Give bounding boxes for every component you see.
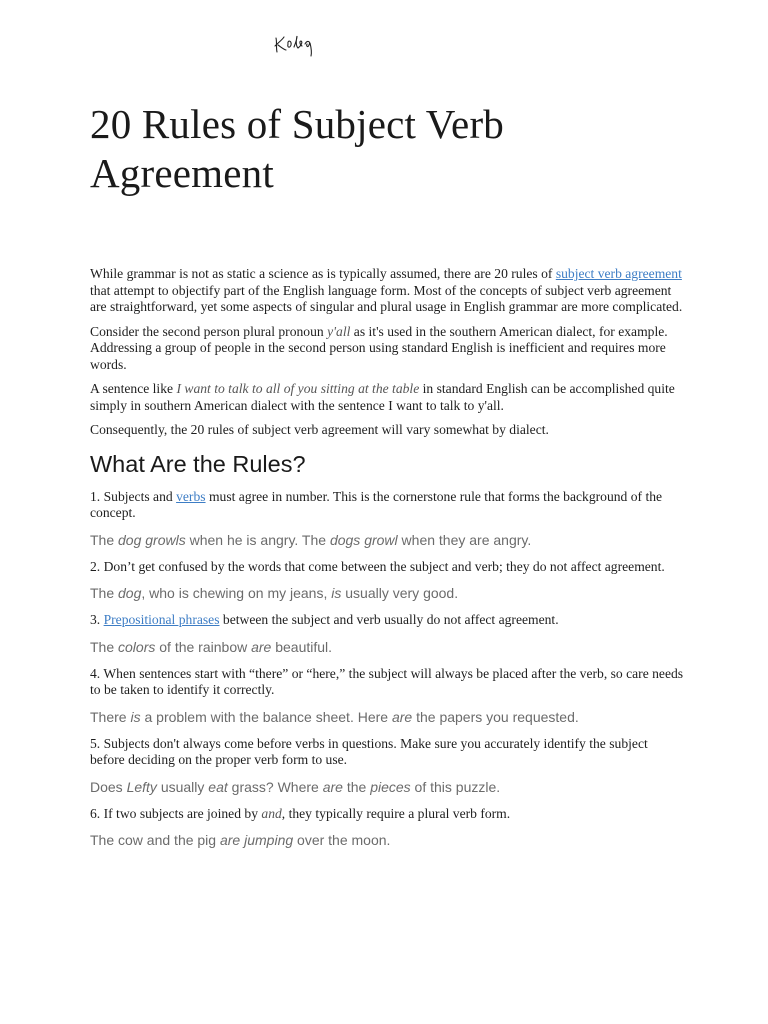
- text-run: The: [90, 585, 119, 601]
- text-run: over the moon.: [293, 832, 391, 848]
- text-run: Consider the second person plural pronoun: [90, 323, 328, 339]
- text-run: when they are angry.: [397, 531, 532, 548]
- text-run: 6. If two subjects are joined by: [90, 805, 262, 821]
- text-run: The: [90, 638, 119, 655]
- text-run: usually: [156, 778, 209, 795]
- emphasis: is: [331, 585, 342, 601]
- emphasis: are jumping: [219, 832, 294, 848]
- signature-mark: [270, 28, 328, 58]
- rule-3: [90, 612, 684, 629]
- text-run: The: [90, 531, 119, 548]
- text-run: the papers you requested.: [412, 708, 579, 725]
- text-run: a problem with the balance sheet. Here: [140, 708, 392, 725]
- emphasis: eat: [208, 778, 228, 795]
- text-run: in standard English can be accomplished quite simply in southern American dialect with the sentence I want to talk to y'all.: [90, 381, 675, 413]
- italic-term: and: [261, 805, 282, 821]
- rule-1: [90, 489, 684, 522]
- text-run: , they typically require a plural verb form.: [281, 805, 511, 821]
- text-run: 3.: [90, 612, 104, 627]
- text-run: Does: [90, 778, 127, 795]
- rule-6: [90, 806, 684, 823]
- section-heading: What Are the Rules?: [90, 450, 306, 477]
- text-run: of the rainbow: [155, 638, 252, 655]
- italic-example: I want to talk to all of you sitting at the table: [176, 381, 420, 396]
- rule-2: 2. Don’t get confused by the words that come between the subject and verb; they do not affect agreement.: [90, 558, 665, 574]
- verbs-link[interactable]: verbs: [176, 488, 206, 504]
- example-2: [90, 584, 684, 602]
- text-run: that attempt to objectify part of the English language form. Most of the concepts of subject verb agreement are straightforward, yet some aspects of singular and plural usage in English grammar are more complicated.: [90, 282, 683, 314]
- article: [90, 100, 684, 849]
- prepositional-phrases-link[interactable]: Prepositional phrases: [103, 612, 220, 627]
- text-run: , who is chewing on my jeans,: [141, 585, 332, 601]
- example-5: [90, 778, 684, 796]
- example-4: [90, 708, 684, 726]
- rule-5: 5. Subjects don't always come before verbs in questions. Make sure you accurately identify the subject before deciding on the proper verb form to use.: [90, 735, 648, 767]
- text-run: beautiful.: [271, 638, 333, 655]
- emphasis: colors: [118, 638, 156, 655]
- text-run: as it's used in the southern American dialect, for example. Addressing a group of people in the second person using standard English is inefficient and requires more words.: [90, 323, 668, 372]
- text-run: 1. Subjects and: [90, 488, 177, 504]
- intro-paragraph-1: [90, 266, 684, 316]
- example-3: [90, 638, 684, 656]
- text-run: the: [342, 778, 371, 795]
- intro-paragraph-3: [90, 381, 684, 414]
- emphasis: dog growls: [118, 531, 186, 548]
- text-run: While grammar is not as static a science as is typically assumed, there are 20 rules of: [90, 266, 556, 281]
- text-run: grass? Where: [227, 778, 323, 795]
- emphasis: are: [251, 638, 272, 655]
- text-run: usually very good.: [341, 585, 459, 601]
- example-6: [90, 831, 684, 849]
- text-run: There: [90, 708, 131, 725]
- emphasis: is: [130, 708, 141, 725]
- text-run: between the subject and verb usually do not affect agreement.: [219, 612, 559, 627]
- example-1: [90, 531, 684, 549]
- page-title: 20 Rules of Subject Verb Agreement: [90, 101, 504, 196]
- emphasis: are: [391, 708, 413, 725]
- intro-paragraph-4: Consequently, the 20 rules of subject verb agreement will vary somewhat by dialect.: [90, 422, 549, 437]
- emphasis: Lefty: [126, 778, 157, 795]
- emphasis: dogs growl: [329, 531, 398, 548]
- text-run: when he is angry. The: [185, 531, 330, 548]
- emphasis: dog: [118, 585, 142, 601]
- rule-4: 4. When sentences start with “there” or “here,” the subject will always be placed after the verb, so care needs to be taken to identify it correctly.: [90, 665, 684, 697]
- text-run: A sentence like: [90, 381, 177, 396]
- emphasis: pieces: [370, 778, 411, 795]
- subject-verb-agreement-link[interactable]: subject verb agreement: [555, 266, 682, 281]
- text-run: must agree in number. This is the cornerstone rule that forms the background of the concept.: [90, 488, 663, 520]
- emphasis: are: [322, 778, 343, 795]
- intro-paragraph-2: [90, 324, 684, 374]
- italic-term: y'all: [327, 323, 351, 339]
- text-run: of this puzzle.: [410, 778, 501, 795]
- text-run: The cow and the pig: [90, 832, 220, 848]
